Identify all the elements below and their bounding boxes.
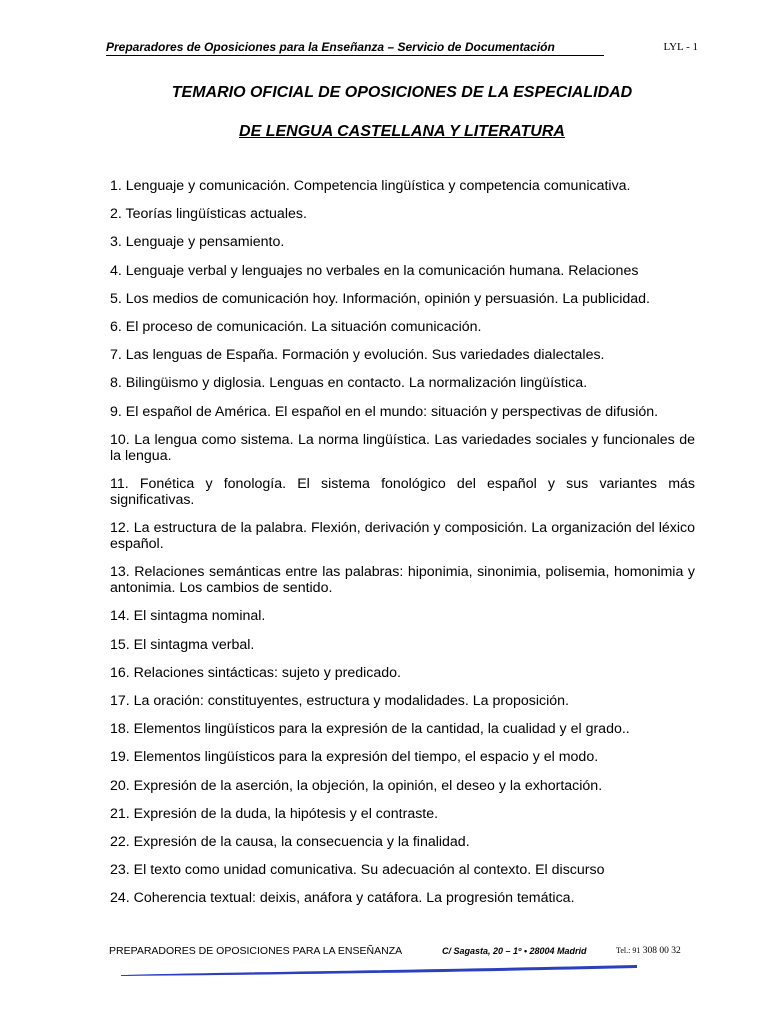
topic-item: 8. Bilingüismo y diglosia. Lenguas en contacto. La normalización lingüística.: [110, 375, 588, 392]
topic-item: 5. Los medios de comunicación hoy. Información, opinión y persuasión. La publicidad.: [110, 290, 650, 307]
topic-item: 22. Expresión de la causa, la consecuencia y la finalidad.: [110, 833, 470, 850]
topic-list: [110, 178, 695, 919]
topic-item: 10. La lengua como sistema. La norma lingüística. Las variedades sociales y funcionales de la lengua.: [110, 431, 695, 464]
topic-item: 4. Lenguaje verbal y lenguajes no verbales en la comunicación humana. Relaciones: [110, 262, 639, 279]
header-rule: [106, 55, 604, 56]
topic-item: 18. Elementos lingüísticos para la expresión de la cantidad, la cualidad y el grado..: [110, 721, 630, 738]
footer-decorative-line: [121, 963, 637, 977]
topic-item: 13. Relaciones semánticas entre las palabras: hiponimia, sinonimia, polisemia, homonimia y antonimia. Los cambios de sentido.: [110, 564, 695, 597]
footer-phone-label: Tel.: 91: [616, 946, 641, 955]
document-title-line-2: DE LENGUA CASTELLANA Y LITERATURA: [239, 123, 565, 140]
topic-item: 3. Lenguaje y pensamiento.: [110, 234, 285, 251]
topic-item: 15. El sintagma verbal.: [110, 636, 255, 653]
topic-item: 12. La estructura de la palabra. Flexión, derivación y composición. La organización del léxico español.: [110, 520, 695, 553]
footer-phone: [616, 946, 681, 956]
document-title-line-1: TEMARIO OFICIAL DE OPOSICIONES DE LA ESPECIALIDAD: [171, 84, 633, 101]
footer-address: C/ Sagasta, 20 – 1º • 28004 Madrid: [442, 946, 587, 956]
header-page-code: LYL - 1: [663, 41, 698, 53]
topic-item: 1. Lenguaje y comunicación. Competencia lingüística y competencia comunicativa.: [110, 178, 631, 194]
topic-item: 21. Expresión de la duda, la hipótesis y el contraste.: [110, 805, 439, 822]
footer-phone-number: 308 00 32: [642, 946, 681, 956]
topic-item: 23. El texto como unidad comunicativa. Su adecuación al contexto. El discurso: [110, 862, 605, 879]
topic-item: 7. Las lenguas de España. Formación y evolución. Sus variedades dialectales.: [110, 347, 605, 364]
topic-item: 24. Coherencia textual: deixis, anáfora y catáfora. La progresión temática.: [110, 890, 575, 907]
topic-item: 14. El sintagma nominal.: [110, 608, 266, 625]
topic-item: 20. Expresión de la aserción, la objeción, la opinión, el deseo y la exhortación.: [110, 777, 603, 794]
topic-item: 19. Elementos lingüísticos para la expresión del tiempo, el espacio y el modo.: [110, 749, 599, 766]
topic-item: 16. Relaciones sintácticas: sujeto y predicado.: [110, 664, 402, 681]
page-footer: [109, 945, 699, 961]
header-title: Preparadores de Oposiciones para la Enseñanza – Servicio de Documentación: [106, 40, 555, 54]
topic-item: 2. Teorías lingüísticas actuales.: [110, 206, 307, 223]
page-header: [106, 40, 698, 58]
topic-item: 9. El español de América. El español en el mundo: situación y perspectivas de difusión.: [110, 403, 659, 420]
topic-item: 11. Fonética y fonología. El sistema fonológico del español y sus variantes más significativas.: [110, 475, 695, 508]
footer-organization: PREPARADORES DE OPOSICIONES PARA LA ENSEÑANZA: [109, 945, 403, 957]
topic-item: 17. La oración: constituyentes, estructura y modalidades. La proposición.: [110, 693, 569, 709]
topic-item: 6. El proceso de comunicación. La situación comunicación.: [110, 318, 482, 335]
